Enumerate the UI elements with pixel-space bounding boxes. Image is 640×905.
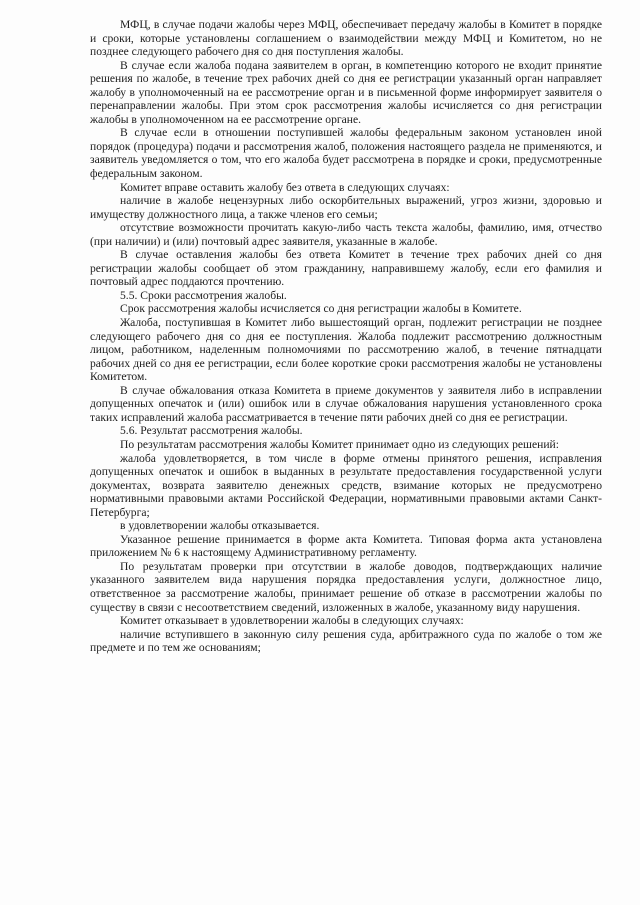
paragraph-notify-applicant: В случае оставления жалобы без ответа Комитет в течение трех рабочих дней со дня регистрации жалобы сообщает об этом гражданину, направившему жалобу, если его фамилия и почтовый адрес поддаются прочтению. bbox=[90, 248, 602, 289]
document-body bbox=[90, 18, 602, 655]
paragraph-act-form: Указанное решение принимается в форме акта Комитета. Типовая форма акта установлена приложением № 6 к настоящему Административному регламенту. bbox=[90, 532, 602, 560]
section-heading-5-5: 5.5. Сроки рассмотрения жалобы. bbox=[120, 288, 287, 302]
list-item-satisfied: жалоба удовлетворяется, в том числе в форме отмены принятого решения, исправления допущенных опечаток и ошибок в выданных в результате предоставления государственной услуги документах, возврата заявителю денежных средств, взимание которых не предусмотрено нормативными правовыми актами Российской Федерации, нормативными правовыми актами Санкт-Петербурга; bbox=[90, 451, 602, 519]
list-item-court-decision: наличие вступившего в законную силу решения суда, арбитражного суда по жалобе о том же предмете и по тем же основаниям; bbox=[90, 627, 602, 655]
paragraph-wrong-authority: В случае если жалоба подана заявителем в орган, в компетенцию которого не входит принятие решения по жалобе, в течение трех рабочих дней со дня ее регистрации указанный орган направляет жалобу в уполномоченный на ее рассмотрение орган и в письменной форме информирует заявителя о перенаправлении жалобы. При этом срок рассмотрения жалобы исчисляется со дня регистрации жалобы в уполномоченном на ее рассмотрение органе. bbox=[90, 58, 602, 126]
paragraph-registration-term: Жалоба, поступившая в Комитет либо вышестоящий орган, подлежит регистрации не позднее следующего рабочего дня со дня ее поступления. Жалоба подлежит рассмотрению должностным лицом, работником, наделенным полномочиями по рассмотрению жалоб, в течение пятнадцати рабочих дней со дня ее регистрации, если более короткие сроки рассмотрения жалобы не установлены Комитетом. bbox=[90, 316, 602, 384]
paragraph-decisions-intro: По результатам рассмотрения жалобы Комитет принимает одно из следующих решений: bbox=[120, 437, 559, 451]
paragraph-federal-law: В случае если в отношении поступившей жалобы федеральным законом установлен иной порядок (процедура) подачи и рассмотрения жалоб, положения настоящего раздела не применяются, и заявитель уведомляется о том, что его жалоба будет рассмотрена в порядке и сроки, предусмотренные федеральным законом. bbox=[90, 126, 602, 181]
list-item-refused: в удовлетворении жалобы отказывается. bbox=[120, 519, 320, 533]
paragraph-leave-unanswered: Комитет вправе оставить жалобу без ответа в следующих случаях: bbox=[120, 180, 450, 194]
list-item-unreadable: отсутствие возможности прочитать какую-либо часть текста жалобы, фамилию, имя, отчество (при наличии) и (или) почтовый адрес заявителя, указанные в жалобе. bbox=[90, 221, 602, 248]
paragraph-refusal-cases: Комитет отказывает в удовлетворении жалобы в следующих случаях: bbox=[120, 614, 464, 628]
paragraph-mfc-transfer: МФЦ, в случае подачи жалобы через МФЦ, обеспечивает передачу жалобы в Комитет в порядке и сроки, которые установлены соглашением о взаимодействии между МФЦ и Комитетом, но не позднее следующего рабочего дня со дня поступления жалобы. bbox=[90, 18, 602, 59]
section-heading-5-6: 5.6. Результат рассмотрения жалобы. bbox=[120, 424, 303, 438]
paragraph-appeal-refusal: В случае обжалования отказа Комитета в приеме документов у заявителя либо в исправлении допущенных опечаток и (или) ошибок или в случае обжалования нарушения установленного срока таких исправлений жалоба рассматривается в течение пяти рабочих дней со дня ее регистрации. bbox=[90, 383, 602, 424]
paragraph-term-start: Срок рассмотрения жалобы исчисляется со дня регистрации жалобы в Комитете. bbox=[120, 302, 522, 316]
paragraph-inspection-result: По результатам проверки при отсутствии в жалобе доводов, подтверждающих наличие указанного заявителем вида нарушения порядка предоставления услуги, должностное лицо, ответственное за рассмотрение жалобы, принимает решение об отказе в рассмотрении жалобы по существу в связи с несоответствием сведений, изложенных в жалобе, указанному виду нарушения. bbox=[90, 559, 602, 614]
list-item-obscene: наличие в жалобе нецензурных либо оскорбительных выражений, угроз жизни, здоровью и имуществу должностного лица, а также членов его семьи; bbox=[90, 194, 602, 221]
